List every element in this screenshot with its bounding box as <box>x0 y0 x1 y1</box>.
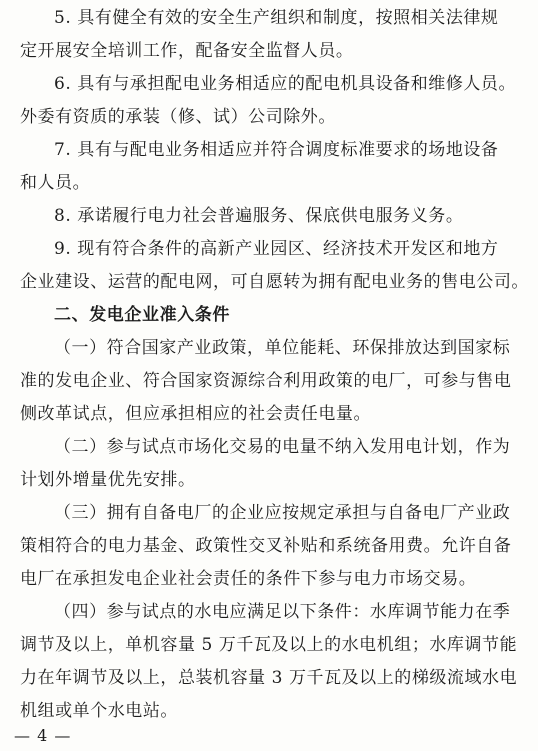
clause-3-line-3: 电厂在承担发电企业社会责任的条件下参与电力市场交易。 <box>20 569 477 589</box>
clause-4-line-2: 调节及以上，单机容量 5 万千瓦及以上的水电机组；水库调节能 <box>20 635 518 655</box>
clause-4-line-3: 力在年调节及以上，总装机容量 3 万千瓦及以上的梯级流域水电 <box>20 668 518 688</box>
clause-1-line-3: 侧改革试点，但应承担相应的社会责任电量。 <box>20 404 371 424</box>
paragraph-5-line-1: 5. 具有健全有效的安全生产组织和制度，按照相关法律规 <box>54 8 499 28</box>
clause-4-line-1: （四）参与试点的水电应满足以下条件：水库调节能力在季 <box>54 602 511 622</box>
paragraph-6-line-1: 6. 具有与承担配电业务相适应的配电机具设备和维修人员。 <box>54 74 517 94</box>
paragraph-7-line-1: 7. 具有与配电业务相适应并符合调度标准要求的场地设备 <box>54 140 499 160</box>
paragraph-5-line-2: 定开展安全培训工作，配备安全监督人员。 <box>20 41 354 61</box>
clause-2-line-2: 计划外增量优先安排。 <box>20 470 196 490</box>
paragraph-7-line-2: 和人员。 <box>20 173 91 193</box>
section-heading-2: 二、发电企业准入条件 <box>54 305 230 325</box>
clause-2-line-1: （二）参与试点市场化交易的电量不纳入发用电计划，作为 <box>54 437 511 457</box>
clause-3-line-2: 策相符合的电力基金、政策性交叉补贴和系统备用费。允许自备 <box>20 536 512 556</box>
paragraph-9-line-1: 9. 现有符合条件的高新产业园区、经济技术开发区和地方 <box>54 239 499 259</box>
paragraph-9-line-2: 企业建设、运营的配电网，可自愿转为拥有配电业务的售电公司。 <box>20 272 529 292</box>
clause-1-line-2: 准的发电企业、符合国家资源综合利用政策的电厂，可参与售电 <box>20 371 512 391</box>
clause-3-line-1: （三）拥有自备电厂的企业应按规定承担与自备电厂产业政 <box>54 503 511 523</box>
page-number: — 4 — <box>14 726 72 745</box>
paragraph-8-line-1: 8. 承诺履行电力社会普遍服务、保底供电服务义务。 <box>54 206 464 226</box>
clause-1-line-1: （一）符合国家产业政策，单位能耗、环保排放达到国家标 <box>54 338 511 358</box>
clause-4-line-4: 机组或单个水电站。 <box>20 701 178 721</box>
paragraph-6-line-2: 外委有资质的承装（修、试）公司除外。 <box>20 107 336 127</box>
